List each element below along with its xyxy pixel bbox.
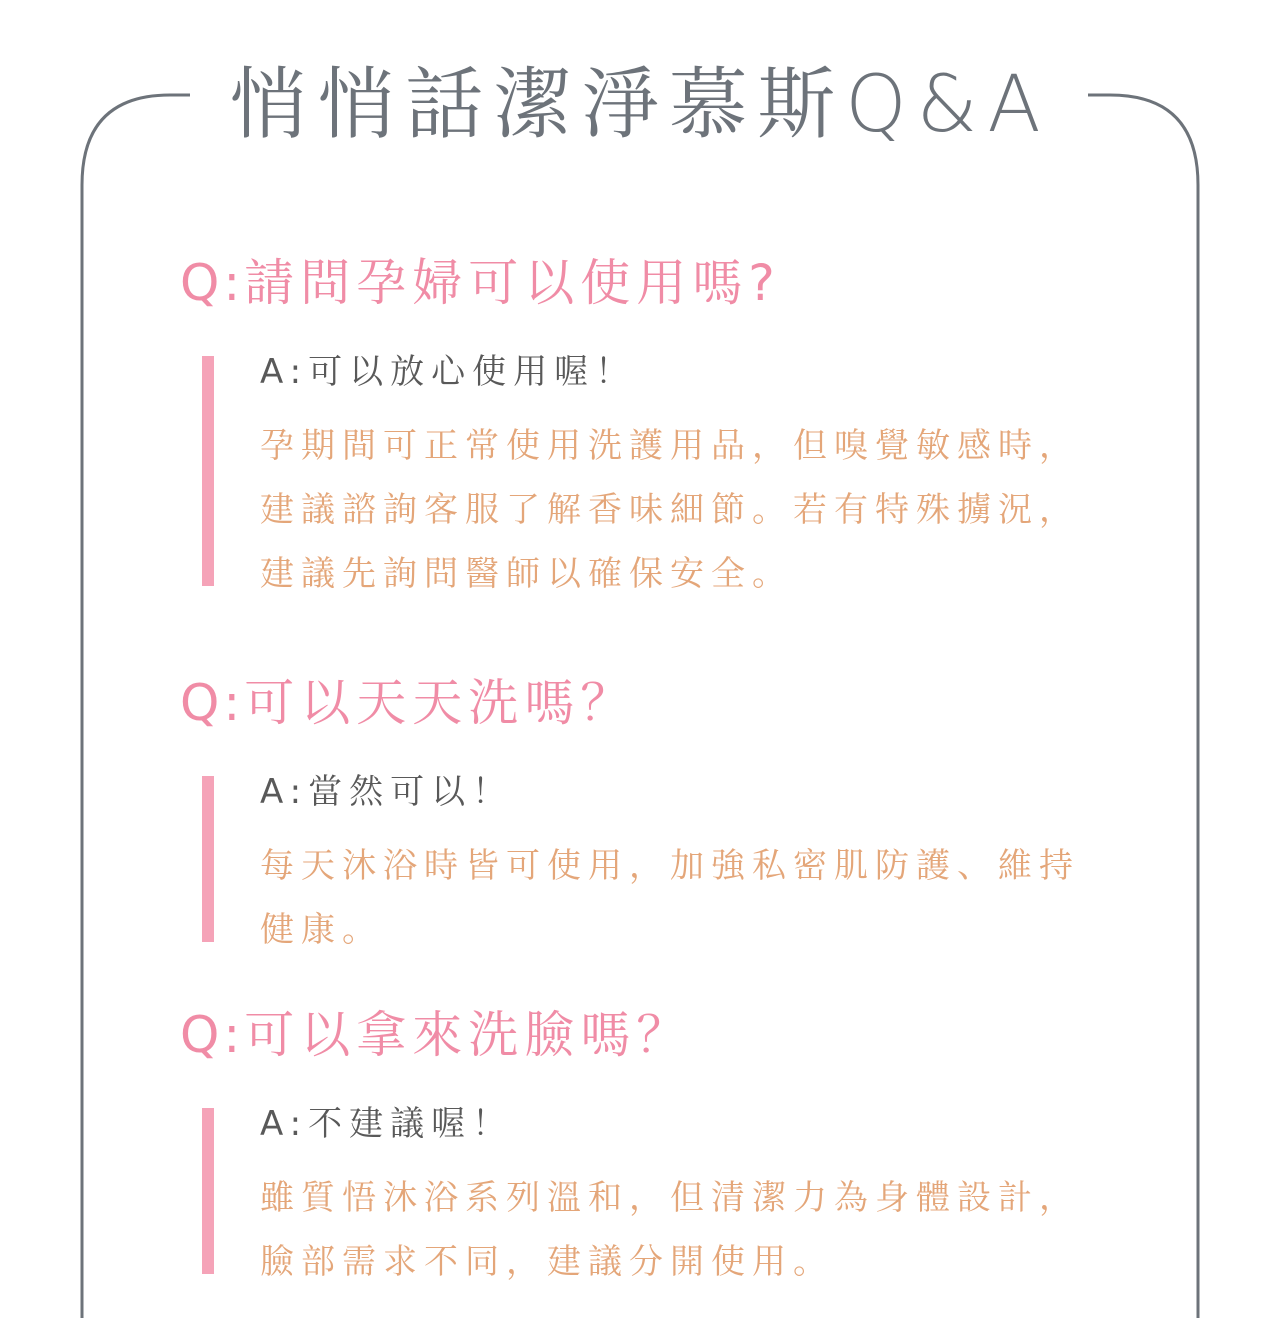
answer-prefix: A: [260, 772, 309, 812]
question-prefix: Q: [180, 254, 245, 312]
answer-line: 雖質悟沐浴系列溫和，但清潔力為身體設計， [260, 1178, 1080, 1218]
answer-3 [180, 1104, 1180, 1294]
question-prefix: Q: [180, 674, 245, 732]
answer-line: 建議先詢問醫師以確保安全。 [260, 554, 793, 594]
answer-1 [180, 352, 1180, 606]
faq-item-1 [180, 248, 1180, 606]
question-prefix: Q: [180, 1006, 245, 1064]
page-title: 悄悄話潔淨慕斯Q&A [229, 60, 1051, 150]
accent-bar [202, 776, 214, 942]
question-text: 可以拿來洗臉嗎？ [244, 1006, 693, 1064]
faq-item-3 [180, 1000, 1180, 1294]
accent-bar [202, 356, 214, 586]
answer-line: 每天沐浴時皆可使用，加強私密肌防護、維持 [260, 846, 1080, 886]
question-2 [180, 668, 1180, 738]
answer-heading [260, 352, 1180, 392]
faq-item-2 [180, 668, 1180, 962]
answer-heading [260, 772, 1180, 812]
answer-line: 健康。 [260, 910, 383, 950]
answer-heading-text: 可以放心使用喔！ [308, 352, 637, 392]
accent-bar [202, 1108, 214, 1274]
answer-heading [260, 1104, 1180, 1144]
answer-line: 孕期間可正常使用洗護用品，但嗅覺敏感時， [260, 426, 1080, 466]
answer-heading-text: 不建議喔！ [308, 1104, 514, 1144]
answer-prefix: A: [260, 1104, 309, 1144]
answer-heading-text: 當然可以！ [308, 772, 514, 812]
question-1 [180, 248, 1180, 318]
answer-line: 臉部需求不同，建議分開使用。 [260, 1242, 834, 1282]
question-text: 請問孕婦可以使用嗎? [244, 254, 781, 312]
answer-2 [180, 772, 1180, 962]
answer-prefix: A: [260, 352, 309, 392]
answer-line: 建議諮詢客服了解香味細節。若有特殊擄況， [260, 490, 1080, 530]
question-3 [180, 1000, 1180, 1070]
question-text: 可以天天洗嗎？ [244, 674, 637, 732]
